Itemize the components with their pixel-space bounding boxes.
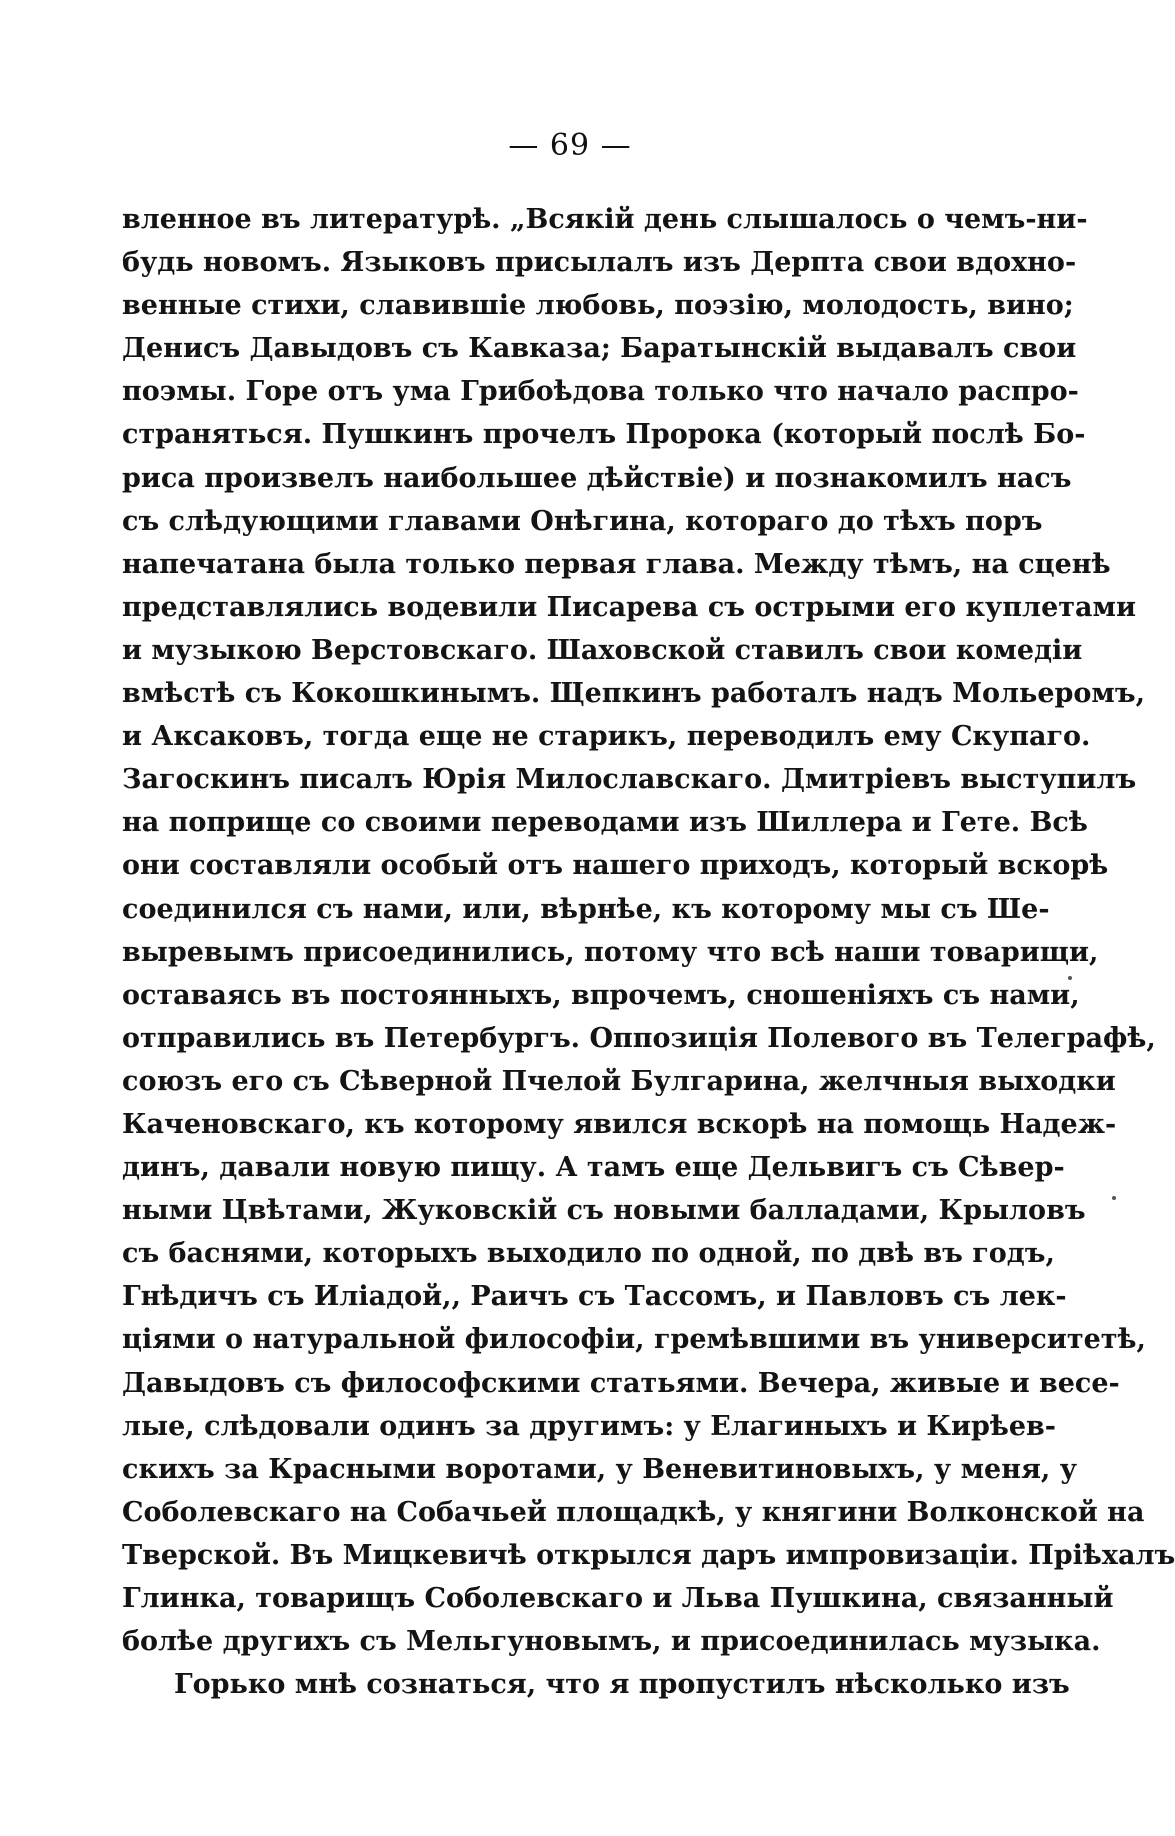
text-line: напечатана была только первая глава. Между тѣмъ, на сценѣ: [122, 548, 1111, 580]
text-line: риса произвелъ наибольшее дѣйствіе) и познакомилъ насъ: [122, 462, 1072, 494]
scan-speck: [1112, 1196, 1116, 1200]
text-line: Тверской. Въ Мицкевичѣ открылся даръ импровизаціи. Пріѣхалъ: [122, 1539, 1175, 1571]
text-line: Соболевскаго на Собачьей площадкѣ, у княгини Волконской на: [122, 1496, 1145, 1528]
text-line: выревымъ присоединились, потому что всѣ наши товарищи,: [122, 936, 1099, 968]
text-line: Каченовскаго, къ которому явился вскорѣ на помощь Надеж-: [122, 1108, 1117, 1140]
text-line: венные стихи, славившіе любовь, поэзію, молодость, вино;: [122, 290, 1074, 322]
text-line: ными Цвѣтами, Жуковскій съ новыми балладами, Крыловъ: [122, 1195, 1086, 1227]
text-line: Горько мнѣ сознаться, что я пропустилъ нѣсколько изъ: [174, 1669, 1070, 1701]
text-line: скихъ за Красными воротами, у Веневитиновыхъ, у меня, у: [122, 1453, 1078, 1485]
text-line: вмѣстѣ съ Кокошкинымъ. Щепкинъ работалъ надъ Мольеромъ,: [122, 678, 1145, 710]
text-line: соединился съ нами, или, вѣрнѣе, къ которому мы съ Ше-: [122, 893, 1050, 925]
text-line: Давыдовъ съ философскими статьями. Вечера, живые и весе-: [122, 1367, 1120, 1399]
text-line: на поприще со своими переводами изъ Шиллера и Гете. Всѣ: [122, 807, 1088, 839]
text-line: представлялись водевили Писарева съ острыми его куплетами: [122, 591, 1136, 623]
text-line: динъ, давали новую пищу. А тамъ еще Дельвигъ съ Сѣвер-: [122, 1152, 1065, 1184]
text-line: Глинка, товарищъ Соболевскаго и Льва Пушкина, связанный: [122, 1583, 1114, 1614]
text-line: страняться. Пушкинъ прочелъ Пророка (который послѣ Бо-: [122, 419, 1086, 451]
text-line: Денисъ Давыдовъ съ Кавказа; Баратынскій выдавалъ свои: [122, 333, 1077, 365]
text-line: союзъ его съ Сѣверной Пчелой Булгарина, желчныя выходки: [122, 1065, 1116, 1097]
text-line: ціями о натуральной философіи, гремѣвшими въ университетѣ,: [122, 1324, 1146, 1356]
text-line: отправились въ Петербургъ. Оппозиція Полевого въ Телеграфѣ,: [122, 1022, 1156, 1054]
text-line: будь новомъ. Языковъ присылалъ изъ Дерпта свои вдохно-: [122, 247, 1077, 279]
text-line: и Аксаковъ, тогда еще не старикъ, переводилъ ему Скупаго.: [122, 721, 1091, 753]
text-line: болѣе другихъ съ Мельгуновымъ, и присоединилась музыка.: [122, 1626, 1101, 1658]
text-line: лые, слѣдовали одинъ за другимъ: у Елагиныхъ и Кирѣев-: [122, 1410, 1056, 1442]
text-line: поэмы. Горе отъ ума Грибоѣдова только что начало распро-: [122, 376, 1079, 408]
text-line: вленное въ литературѣ. „Всякій день слышалось о чемъ-ни-: [122, 204, 1088, 235]
text-line: оставаясь въ постоянныхъ, впрочемъ, сношеніяхъ съ нами,: [122, 979, 1080, 1011]
body-text: [122, 198, 1175, 1706]
text-line: Загоскинъ писалъ Юрія Милославскаго. Дмитріевъ выступилъ: [122, 764, 1137, 796]
text-line: Гнѣдичъ съ Иліадой,, Раичъ съ Тассомъ, и Павловъ съ лек-: [122, 1281, 1067, 1313]
text-line: они составляли особый отъ нашего приходъ, который вскорѣ: [122, 850, 1109, 882]
scan-speck: [1068, 976, 1072, 980]
page-number: — 69 —: [508, 128, 632, 163]
text-line: съ слѣдующими главами Онѣгина, котораго до тѣхъ поръ: [122, 505, 1043, 537]
text-line: и музыкою Верстовскаго. Шаховской ставилъ свои комедіи: [122, 634, 1083, 666]
text-line: съ баснями, которыхъ выходило по одной, по двѣ въ годъ,: [122, 1238, 1055, 1270]
